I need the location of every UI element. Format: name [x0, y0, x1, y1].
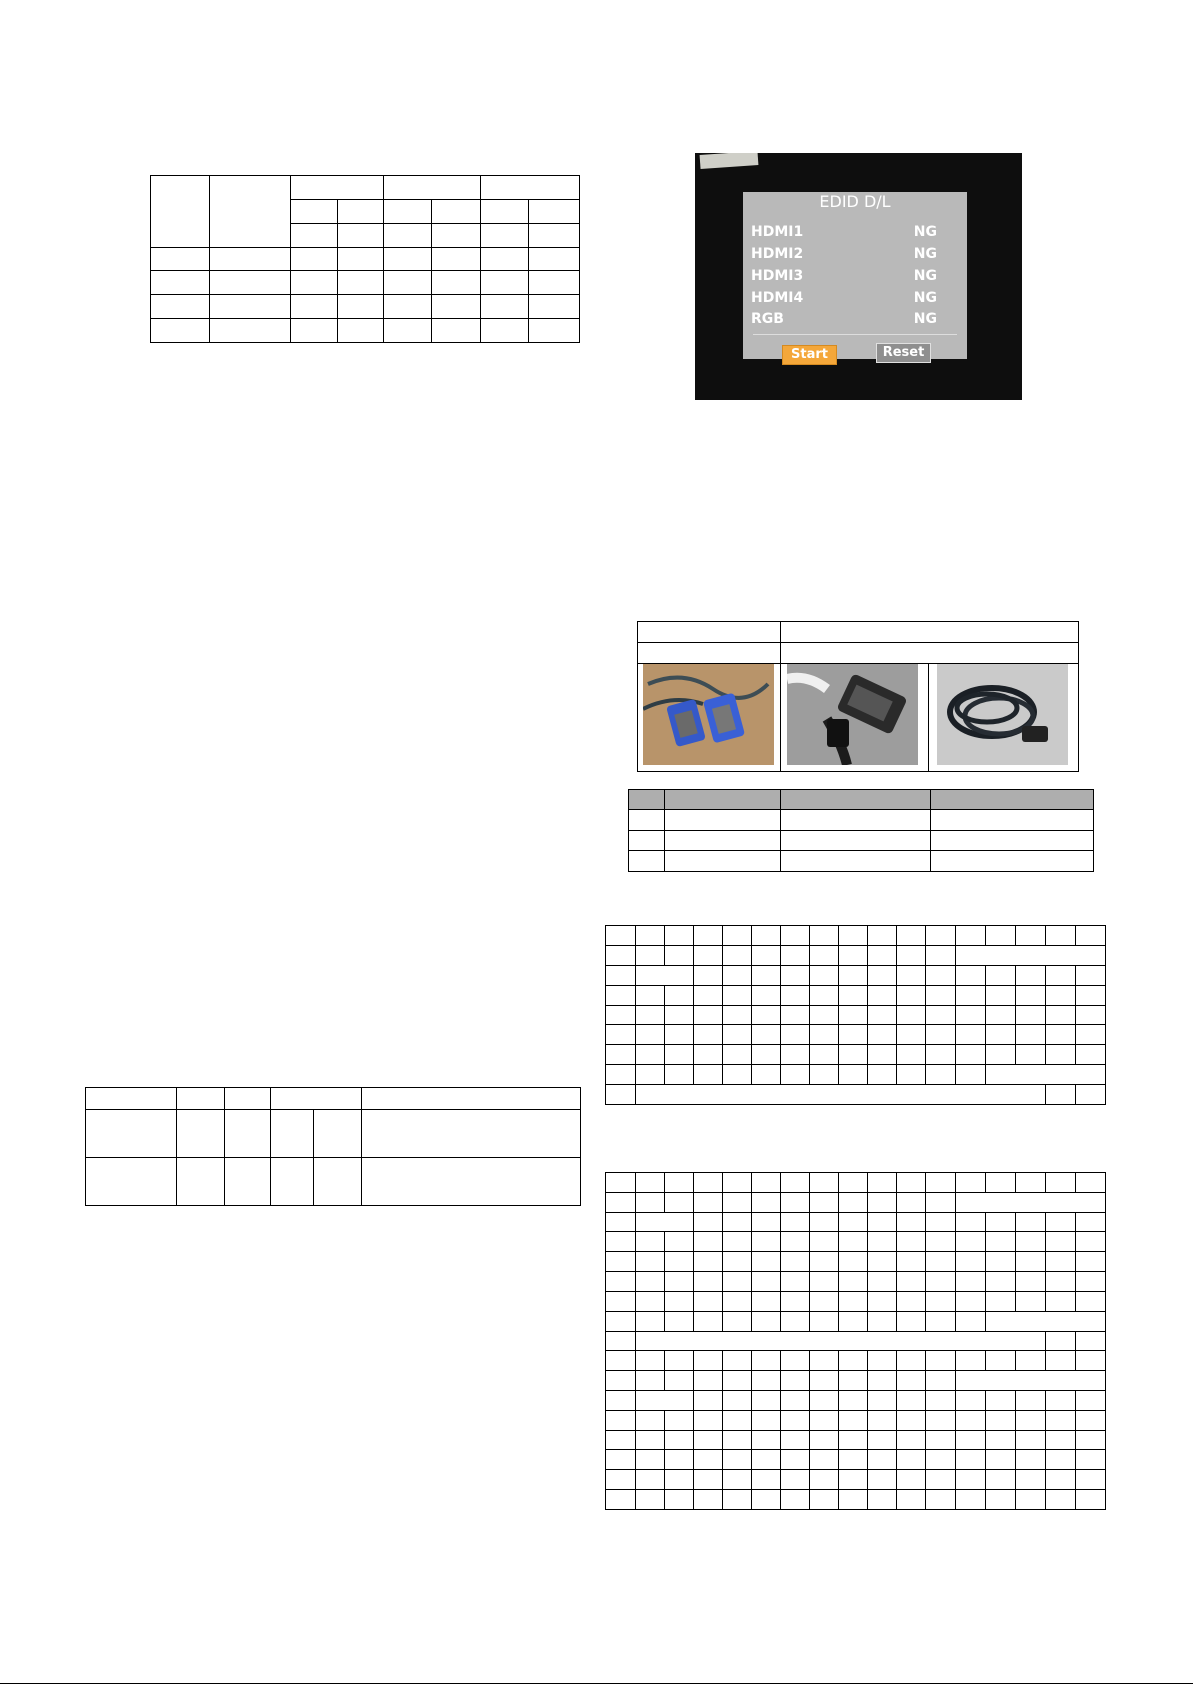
- edid-row-label: HDMI1: [751, 224, 804, 240]
- edid-menu: [743, 192, 967, 362]
- reset-button[interactable]: Reset: [876, 343, 931, 363]
- edid-hex-table-2: [605, 1172, 1106, 1510]
- edid-row-status: NG: [913, 311, 937, 327]
- dvi-cable-photo: [787, 664, 918, 765]
- edid-row-label: HDMI3: [751, 268, 804, 284]
- bottom-left-table: [85, 1087, 581, 1206]
- edid-row-status: NG: [913, 246, 937, 262]
- edid-row-status: NG: [913, 290, 937, 306]
- top-left-table: [150, 175, 580, 343]
- hdmi-cable-photo: [937, 664, 1068, 765]
- edid-row-status: NG: [913, 224, 937, 240]
- edid-row-label: HDMI4: [751, 290, 804, 306]
- edid-hex-table-1: [605, 925, 1106, 1105]
- edid-row-hdmi3: [751, 268, 947, 288]
- edid-title: EDID D/L: [819, 192, 891, 211]
- rgb-cable-photo: [643, 664, 774, 765]
- edid-row-hdmi1: [751, 224, 947, 244]
- start-button[interactable]: Start: [782, 345, 837, 365]
- edid-screen-photo: [695, 153, 1022, 400]
- edid-row-rgb: [751, 311, 947, 331]
- edid-row-label: HDMI2: [751, 246, 804, 262]
- edid-divider: [753, 334, 957, 335]
- label-sticker: [700, 153, 759, 169]
- edid-row-label: RGB: [751, 311, 784, 327]
- edid-row-hdmi2: [751, 246, 947, 266]
- cable-spec-table: [628, 789, 1094, 872]
- page-bottom-rule: [0, 1683, 1193, 1684]
- edid-row-hdmi4: [751, 290, 947, 310]
- edid-row-status: NG: [913, 268, 937, 284]
